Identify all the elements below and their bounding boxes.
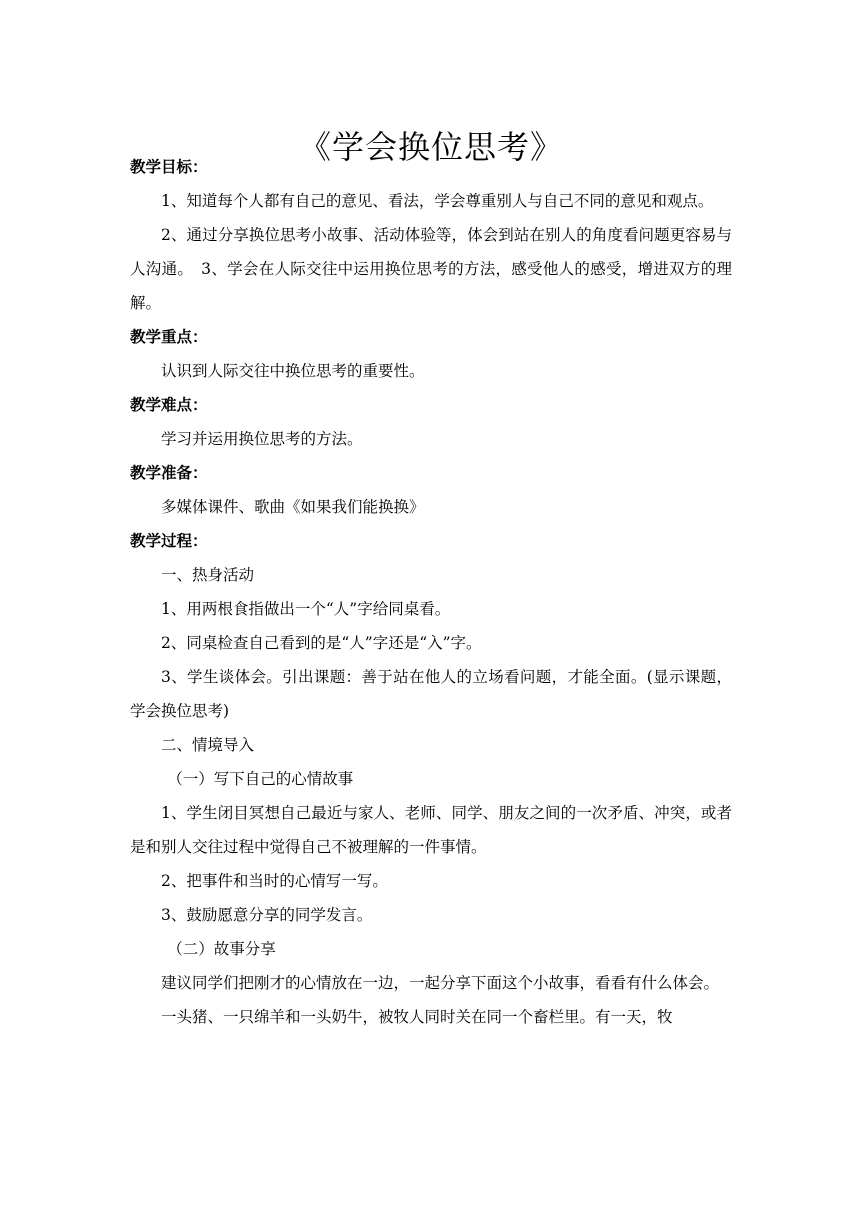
part-1-step-1: 1、用两根食指做出一个“人”字给同桌看。 xyxy=(161,600,451,618)
difficulty-text: 学习并运用换位思考的方法。 xyxy=(161,430,363,448)
goal-item-1: 1、知道每个人都有自己的意见、看法，学会尊重别人与自己不同的意见和观点。 xyxy=(161,192,714,210)
process-heading: 教学过程： xyxy=(130,532,208,550)
goals-heading: 教学目标： xyxy=(130,158,208,176)
part-1-step-3: 3、学生谈体会。引出课题：善于站在他人的立场看问题，才能全面。(显示课题，学会换位思考) xyxy=(130,668,732,720)
key-points-heading: 教学重点： xyxy=(130,328,208,346)
key-points-text: 认识到人际交往中换位思考的重要性。 xyxy=(161,362,425,380)
part-2-sub-1-step-2: 2、把事件和当时的心情写一写。 xyxy=(161,872,388,890)
part-2-sub-1-step-3: 3、鼓励愿意分享的同学发言。 xyxy=(161,906,373,924)
document-body xyxy=(130,150,732,1034)
part-2-sub-2-intro: 建议同学们把刚才的心情放在一边，一起分享下面这个小故事，看看有什么体会。 xyxy=(161,974,720,992)
part-2-sub-2-story: 一头猪、一只绵羊和一头奶牛，被牧人同时关在同一个畜栏里。有一天，牧 xyxy=(161,1008,673,1026)
part-2-heading: 二、情境导入 xyxy=(161,736,255,754)
part-2-sub-1-step-1: 1、学生闭目冥想自己最近与家人、老师、同学、朋友之间的一次矛盾、冲突，或者是和别人交往过程中觉得自己不被理解的一件事情。 xyxy=(130,804,732,856)
part-1-step-2: 2、同桌检查自己看到的是“人”字还是“入”字。 xyxy=(161,634,482,652)
difficulty-heading: 教学难点： xyxy=(130,396,208,414)
part-1-heading: 一、热身活动 xyxy=(161,566,255,584)
part-2-sub-2-heading: （二）故事分享 xyxy=(167,940,276,958)
goal-item-2-3: 2、通过分享换位思考小故事、活动体验等，体会到站在别人的角度看问题更容易与人沟通。 3、学会在人际交往中运用换位思考的方法，感受他人的感受，增进双方的理解。 xyxy=(130,226,732,312)
preparation-heading: 教学准备： xyxy=(130,464,208,482)
document-title: 《学会换位思考》 xyxy=(298,128,563,167)
part-2-sub-1-heading: （一）写下自己的心情故事 xyxy=(167,770,354,788)
preparation-text: 多媒体课件、歌曲《如果我们能换换》 xyxy=(161,498,425,516)
